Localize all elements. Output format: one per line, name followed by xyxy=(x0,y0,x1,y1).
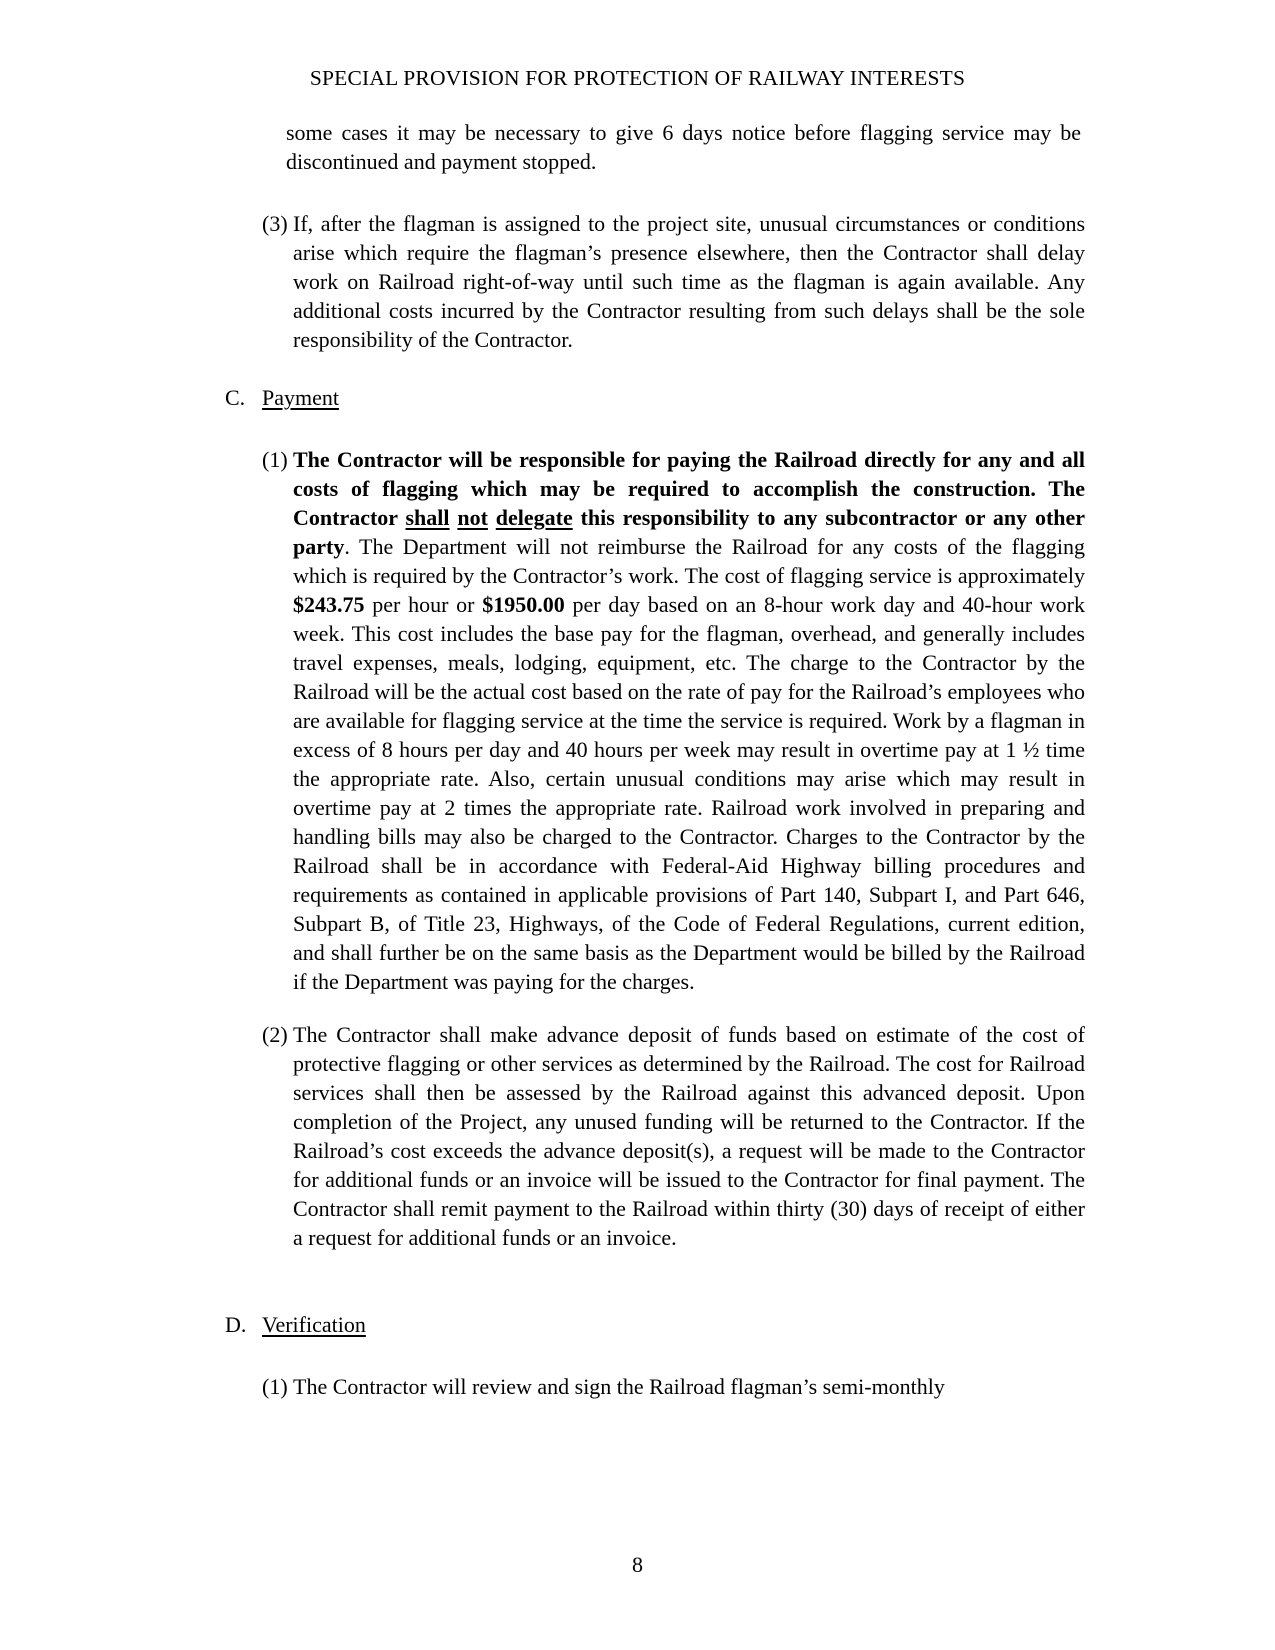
bold-tail-text: this responsibility to any subcontractor or any other party xyxy=(293,505,1086,559)
body-text-3: per day based on an 8-hour work day and 40-hour work week. This cost includes the base pay for the flagman, overhead, and generally includes travel expenses, meals, lodging, equipment, etc. The charge to the Contractor by the Railroad will be the actual cost based on the rate of pay for the Railroad’s employees who are available for flagging service at the time the service is required. Work by a flagman in excess of 8 hours per day and 40 hours per week may result in overtime pay at 1 ½ time the appropriate rate. Also, certain unusual conditions may arise which may result in overtime pay at 2 times the appropriate rate. Railroad work involved in preparing and handling bills may also be charged to the Contractor. Charges to the Contractor by the Railroad shall be in accordance with Federal-Aid Highway billing procedures and requirements as contained in applicable provisions of Part 140, Subpart I, and Part 646, Subpart B, of Title 23, Highways, of the Code of Federal Regulations, current edition, and shall further be on the same basis as the Department would be billed by the Railroad if the Department was paying for the charges. xyxy=(293,592,1085,994)
body-text-1: . The Department will not reimburse the Railroad for any costs of the flagging which is required by the Contractor’s work. The cost of flagging service is approximately xyxy=(293,534,1085,588)
section-title-verification: Verification xyxy=(262,1312,366,1337)
list-item-3 xyxy=(262,209,1085,354)
daily-rate-value: $1950.00 xyxy=(482,592,565,617)
list-marker-c1: (1) xyxy=(262,447,288,472)
section-heading-c xyxy=(225,383,1275,412)
word-space-2 xyxy=(488,505,496,530)
section-title-payment: Payment xyxy=(262,385,339,410)
list-marker-c2: (2) xyxy=(262,1022,288,1047)
page-number: 8 xyxy=(632,1552,643,1577)
list-item-c1 xyxy=(262,445,1085,996)
bold-lead-text: The Contractor will be responsible for paying the Railroad directly for any and all costs of flagging which may be required to accomplish the construction. The Contractor xyxy=(293,447,1085,530)
list-item-d1-text: The Contractor will review and sign the Railroad flagman’s semi-monthly xyxy=(293,1374,945,1399)
section-letter-d: D. xyxy=(225,1312,247,1337)
hourly-rate-value: $243.75 xyxy=(293,592,365,617)
body-text-2: per hour or xyxy=(364,592,483,617)
underlined-word-not: not xyxy=(457,505,488,530)
section-letter-c: C. xyxy=(225,385,246,410)
list-item-c2-text: The Contractor shall make advance deposit of funds based on estimate of the cost of protective flagging or other services as determined by the Railroad. The cost for Railroad services shall then be assessed by the Railroad against this advanced deposit. Upon completion of the Project, any unused funding will be returned to the Contractor. If the Railroad’s cost exceeds the advance deposit(s), a request will be made to the Contractor for additional funds or an invoice will be issued to the Contractor for final payment. The Contractor shall remit payment to the Railroad within thirty (30) days of receipt of either a request for additional funds or an invoice. xyxy=(293,1022,1085,1250)
list-item-d1 xyxy=(262,1372,1085,1401)
list-marker-3: (3) xyxy=(262,211,288,236)
paragraph-intro: some cases it may be necessary to give 6 days notice before flagging service may be discontinued and payment stopped. xyxy=(286,120,1081,174)
underlined-word-shall: shall xyxy=(405,505,450,530)
page-header-title: SPECIAL PROVISION FOR PROTECTION OF RAILWAY INTERESTS xyxy=(309,66,966,90)
list-item-3-text: If, after the flagman is assigned to the project site, unusual circumstances or conditions arise which require the flagman’s presence elsewhere, then the Contractor shall delay work on Railroad right-of-way until such time as the flagman is again available. Any additional costs incurred by the Contractor resulting from such delays shall be the sole responsibility of the Contractor. xyxy=(293,211,1085,352)
list-item-c2 xyxy=(262,1020,1085,1252)
section-heading-d xyxy=(225,1310,1275,1339)
list-marker-d1: (1) xyxy=(262,1374,288,1399)
underlined-word-delegate: delegate xyxy=(495,505,573,530)
